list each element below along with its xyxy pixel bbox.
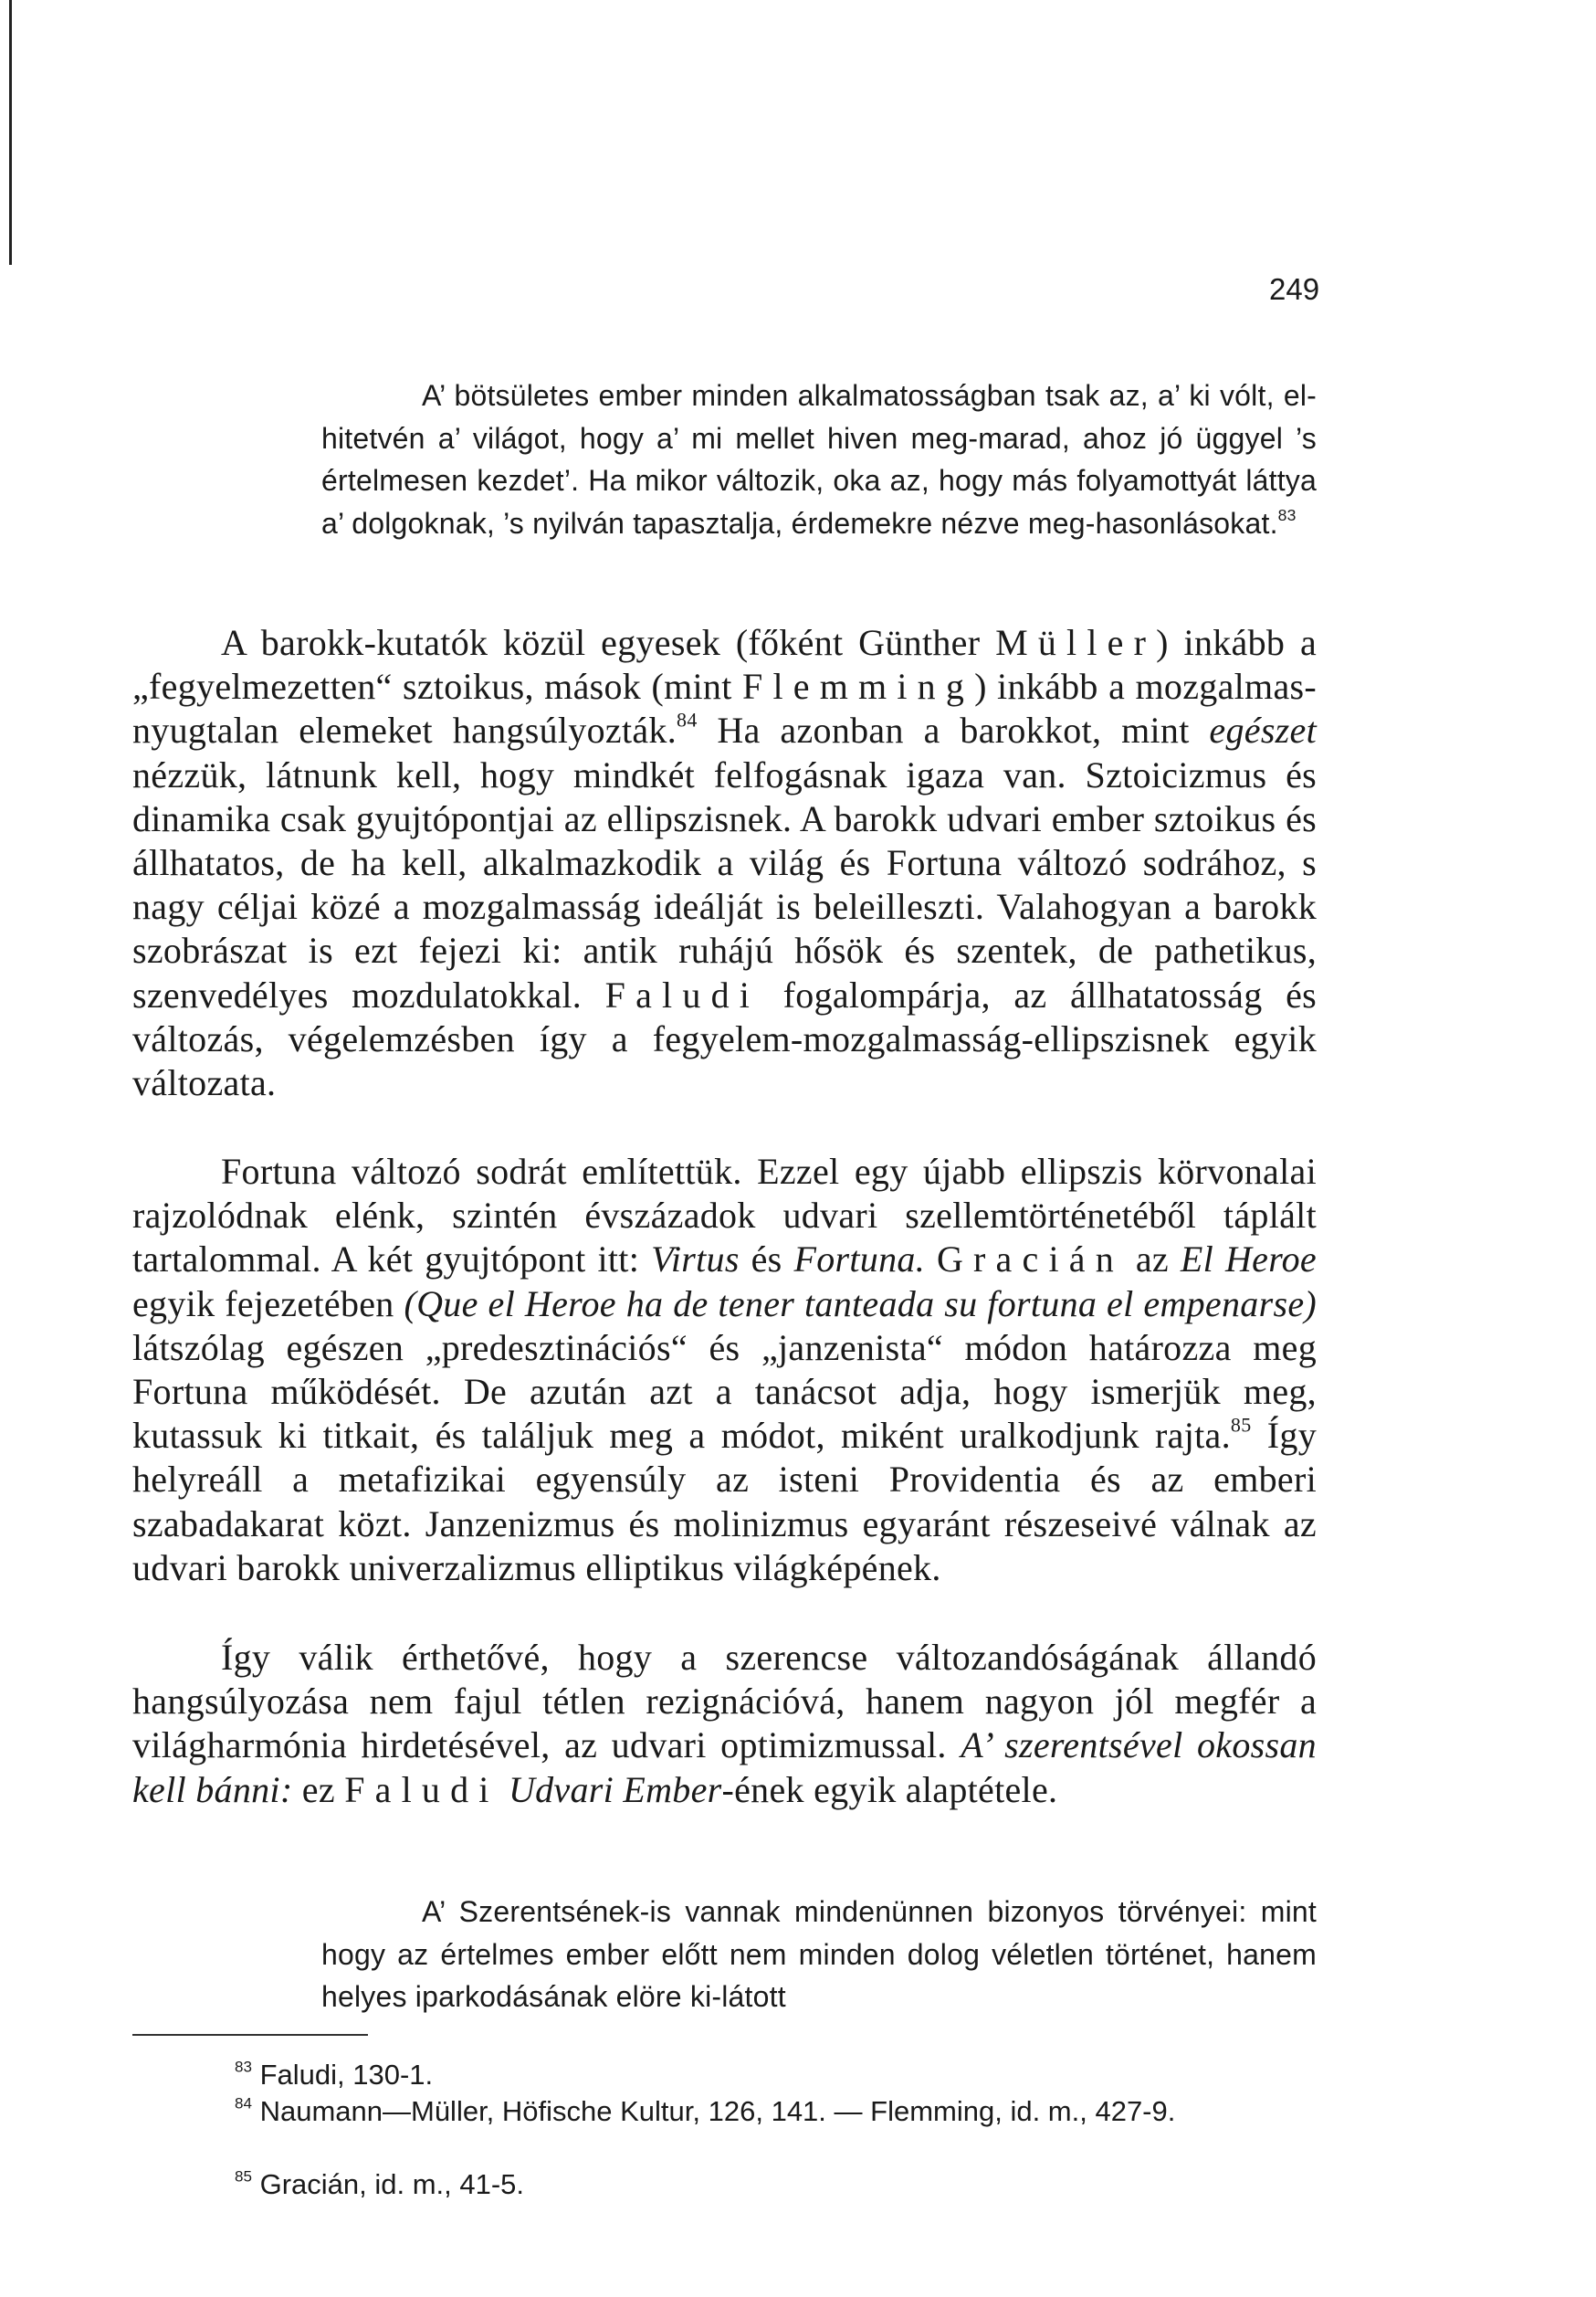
text-run: ez bbox=[292, 1768, 345, 1810]
block-quote-1-text: A’ bötsületes ember minden alkalmatosságban tsak az, a’ ki vólt, el-hitetvén a’ világot, hogy a’ mi mellet hiven meg-marad, ahoz jó üggyel ’s értelmesen kezdet’. Ha mikor változik, oka az, hogy más folyamottyát láttya a’ dolgoknak, ’s nyilván tapasztalja, érdemekre nézve meg-hasonlásokat. bbox=[321, 379, 1317, 540]
body-paragraph-1 bbox=[132, 621, 1317, 1105]
text-run: fogalompárja, az állhatatosság és változás, végelemzésben így a fegyelem-mozgalmasság-ellipszisnek egyik változata. bbox=[132, 974, 1317, 1104]
page-binding-edge bbox=[9, 0, 12, 265]
footnote-85 bbox=[132, 2166, 1317, 2203]
body-paragraph-3 bbox=[132, 1636, 1317, 1812]
footnote-separator bbox=[132, 2034, 368, 2036]
footnote-text: Faludi, 130-1. bbox=[259, 2059, 434, 2091]
block-quote-1 bbox=[321, 374, 1317, 544]
text-run: A barokk-kutatók közül egyesek (főként Günther bbox=[221, 622, 996, 663]
italic-term: Fortuna. bbox=[793, 1238, 925, 1280]
footnote-ref-84: 84 bbox=[677, 708, 698, 732]
italic-term: egészet bbox=[1209, 710, 1318, 752]
footnote-number: 83 bbox=[235, 2058, 252, 2076]
spaced-name-flemming: Flemming bbox=[742, 666, 975, 708]
spaced-name-faludi: Faludi bbox=[604, 974, 761, 1016]
footnote-ref-85: 85 bbox=[1230, 1413, 1252, 1437]
body-paragraph-2 bbox=[132, 1150, 1317, 1590]
italic-chapter-title: (Que el Heroe ha de tener tanteada su fortuna el empenarse) bbox=[404, 1282, 1317, 1324]
italic-title: Udvari Ember bbox=[508, 1768, 722, 1810]
text-run: Így helyreáll a metafizikai egyensúly az isteni Providentia és az emberi szabadakarat közt. Janzenizmus és molinizmus egyaránt részeseivé válnak az udvari barokk univerzalizmus elliptikus világképének. bbox=[132, 1415, 1317, 1588]
italic-quote: A’ szerentsével okossan kell bánni: bbox=[132, 1724, 1317, 1810]
text-run: egyik fejezetében bbox=[132, 1282, 404, 1324]
block-quote-2 bbox=[321, 1891, 1317, 2018]
text-run: és bbox=[739, 1238, 794, 1280]
block-quote-2-text: A’ Szerentsének-is vannak mindenünnen bizonyos törvényei: mint hogy az értelmes ember előtt nem minden dolog véletlen történet, hanem helyes iparkodásának elöre ki-látott bbox=[321, 1895, 1317, 2013]
spaced-name-muller: Müller bbox=[995, 622, 1157, 663]
footnote-text: Naumann—Müller, Höfische Kultur, 126, 141. — Flemming, id. m., 427-9. bbox=[259, 2095, 1176, 2127]
text-run bbox=[925, 1238, 937, 1280]
spaced-name-faludi: Faludi bbox=[344, 1768, 499, 1810]
page-number: 249 bbox=[1269, 272, 1320, 306]
text-run: Ha azonban a barokkot, mint bbox=[697, 710, 1210, 752]
footnote-text: Gracián, id. m., 41-5. bbox=[259, 2168, 525, 2200]
text-run bbox=[499, 1769, 509, 1810]
italic-term: Virtus bbox=[651, 1238, 740, 1280]
italic-title: El Heroe bbox=[1180, 1238, 1317, 1280]
text-run: ) inkább a mozgalmas-nyugtalan elemeket hangsúlyozták. bbox=[132, 666, 1317, 752]
spaced-name-gracian: Gracián bbox=[936, 1238, 1124, 1280]
text-run: az bbox=[1123, 1238, 1181, 1280]
footnote-83 bbox=[132, 2057, 1317, 2093]
footnote-number: 84 bbox=[235, 2094, 252, 2113]
footnote-number: 85 bbox=[235, 2167, 252, 2186]
text-run: nézzük, látnunk kell, hogy mindkét felfogásnak igaza van. Sztoicizmus és dinamika csak gyujtópontjai az ellipszisnek. A barokk udvari ember sztoikus és állhatatos, de ha kell, alkalmazkodik a világ és Fortuna változó sodrához, s nagy céljai közé a mozgalmasság ideálját is beleilleszti. Valahogyan a barokk szobrászat is ezt fejezi ki: antik ruhájú hősök és szentek, de pathetikus, szenvedélyes mozdulatokkal. bbox=[132, 753, 1317, 1016]
text-run: Fortuna változó sodrát említettük. Ezzel egy újabb ellipszis körvonalai rajzolódnak elénk, szintén évszázadok udvari szellemtörténetéből táplált tartalommal. A két gyujtópont itt: bbox=[132, 1151, 1317, 1280]
footnote-ref-83: 83 bbox=[1277, 505, 1297, 524]
text-run: látszólag egészen „predesztinációs“ és „janzenista“ módon határozza meg Fortuna működését. De azután azt a tanácsot adja, hogy ismerjük meg, kutassuk ki titkait, és találjuk meg a módot, miként uralkodjunk rajta. bbox=[132, 1326, 1317, 1457]
footnote-84 bbox=[132, 2093, 1317, 2130]
text-run: Így válik érthetővé, hogy a szerencse változandóságának állandó hangsúlyozása nem fajul tétlen rezignációvá, hanem nagyon jól megfér a világharmónia hirdetésével, az udvari optimizmussal. bbox=[132, 1637, 1317, 1766]
text-run: -ének egyik alaptétele. bbox=[721, 1768, 1058, 1810]
text-run: ) inkább a „fegyelmezetten“ sztoikus, mások (mint bbox=[132, 622, 1317, 708]
